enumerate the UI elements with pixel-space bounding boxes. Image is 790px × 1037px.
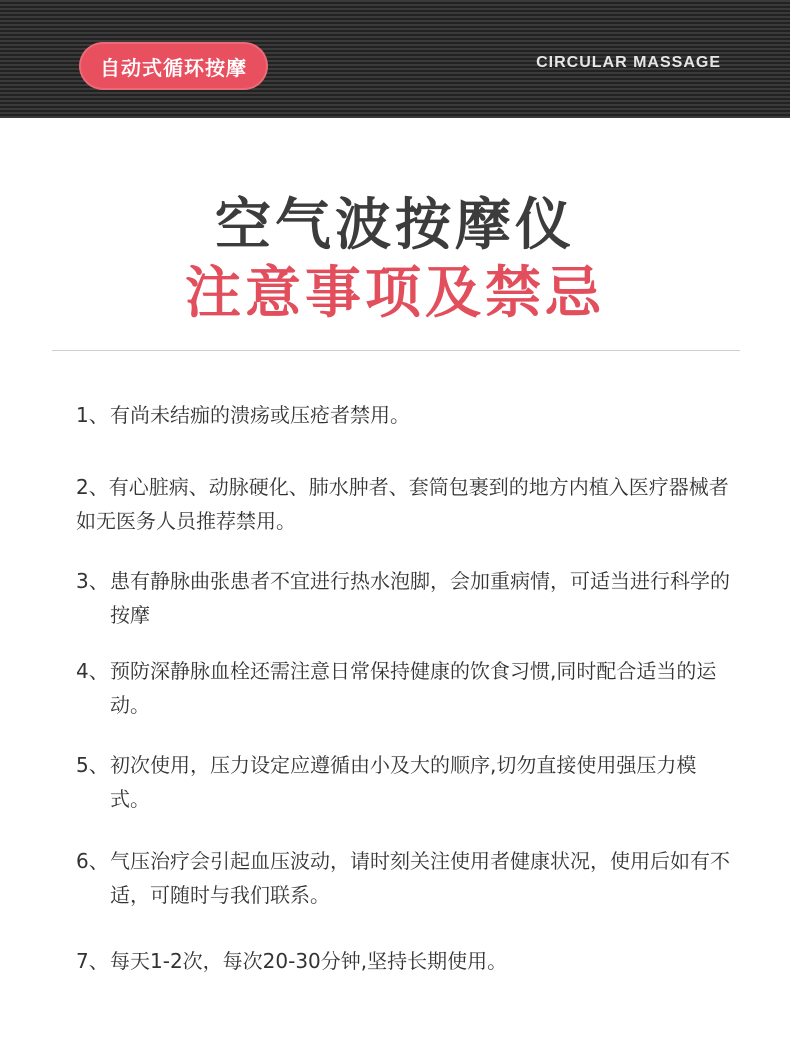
item-number: 2、	[76, 475, 109, 499]
list-item	[76, 844, 736, 912]
header-english-subtitle: CIRCULAR MASSAGE	[536, 54, 721, 71]
list-item	[76, 398, 736, 432]
list-item	[76, 470, 736, 538]
list-item	[76, 748, 736, 816]
list-item	[76, 654, 736, 722]
item-text: 初次使用，压力设定应遵循由小及大的顺序,切勿直接使用强压力模式。	[110, 753, 697, 811]
item-text: 气压治疗会引起血压波动，请时刻关注使用者健康状况，使用后如有不适，可随时与我们联系。	[110, 849, 730, 907]
item-text: 患有静脉曲张患者不宜进行热水泡脚，会加重病情，可适当进行科学的按摩	[110, 569, 730, 627]
page-title: 空气波按摩仪	[215, 193, 575, 258]
item-number: 7、	[76, 949, 109, 973]
list-item	[76, 944, 736, 978]
page-subtitle: 注意事项及禁忌	[185, 261, 605, 326]
list-item	[76, 564, 736, 632]
item-number: 4、	[76, 659, 109, 683]
category-badge: 自动式循环按摩	[79, 42, 268, 90]
header-bar	[0, 0, 790, 118]
title-divider	[52, 350, 740, 351]
item-number: 1、	[76, 403, 109, 427]
item-number: 3、	[76, 569, 109, 593]
item-number: 6、	[76, 849, 109, 873]
item-number: 5、	[76, 753, 109, 777]
item-text: 预防深静脉血栓还需注意日常保持健康的饮食习惯,同时配合适当的运动。	[110, 659, 717, 717]
item-text: 每天1-2次，每次20-30分钟,坚持长期使用。	[110, 949, 508, 973]
item-text: 有尚未结痂的溃疡或压疮者禁用。	[110, 403, 410, 427]
item-text: 有心脏病、动脉硬化、肺水肿者、套筒包裹到的地方内植入医疗器械者如无医务人员推荐禁用。	[76, 475, 729, 533]
